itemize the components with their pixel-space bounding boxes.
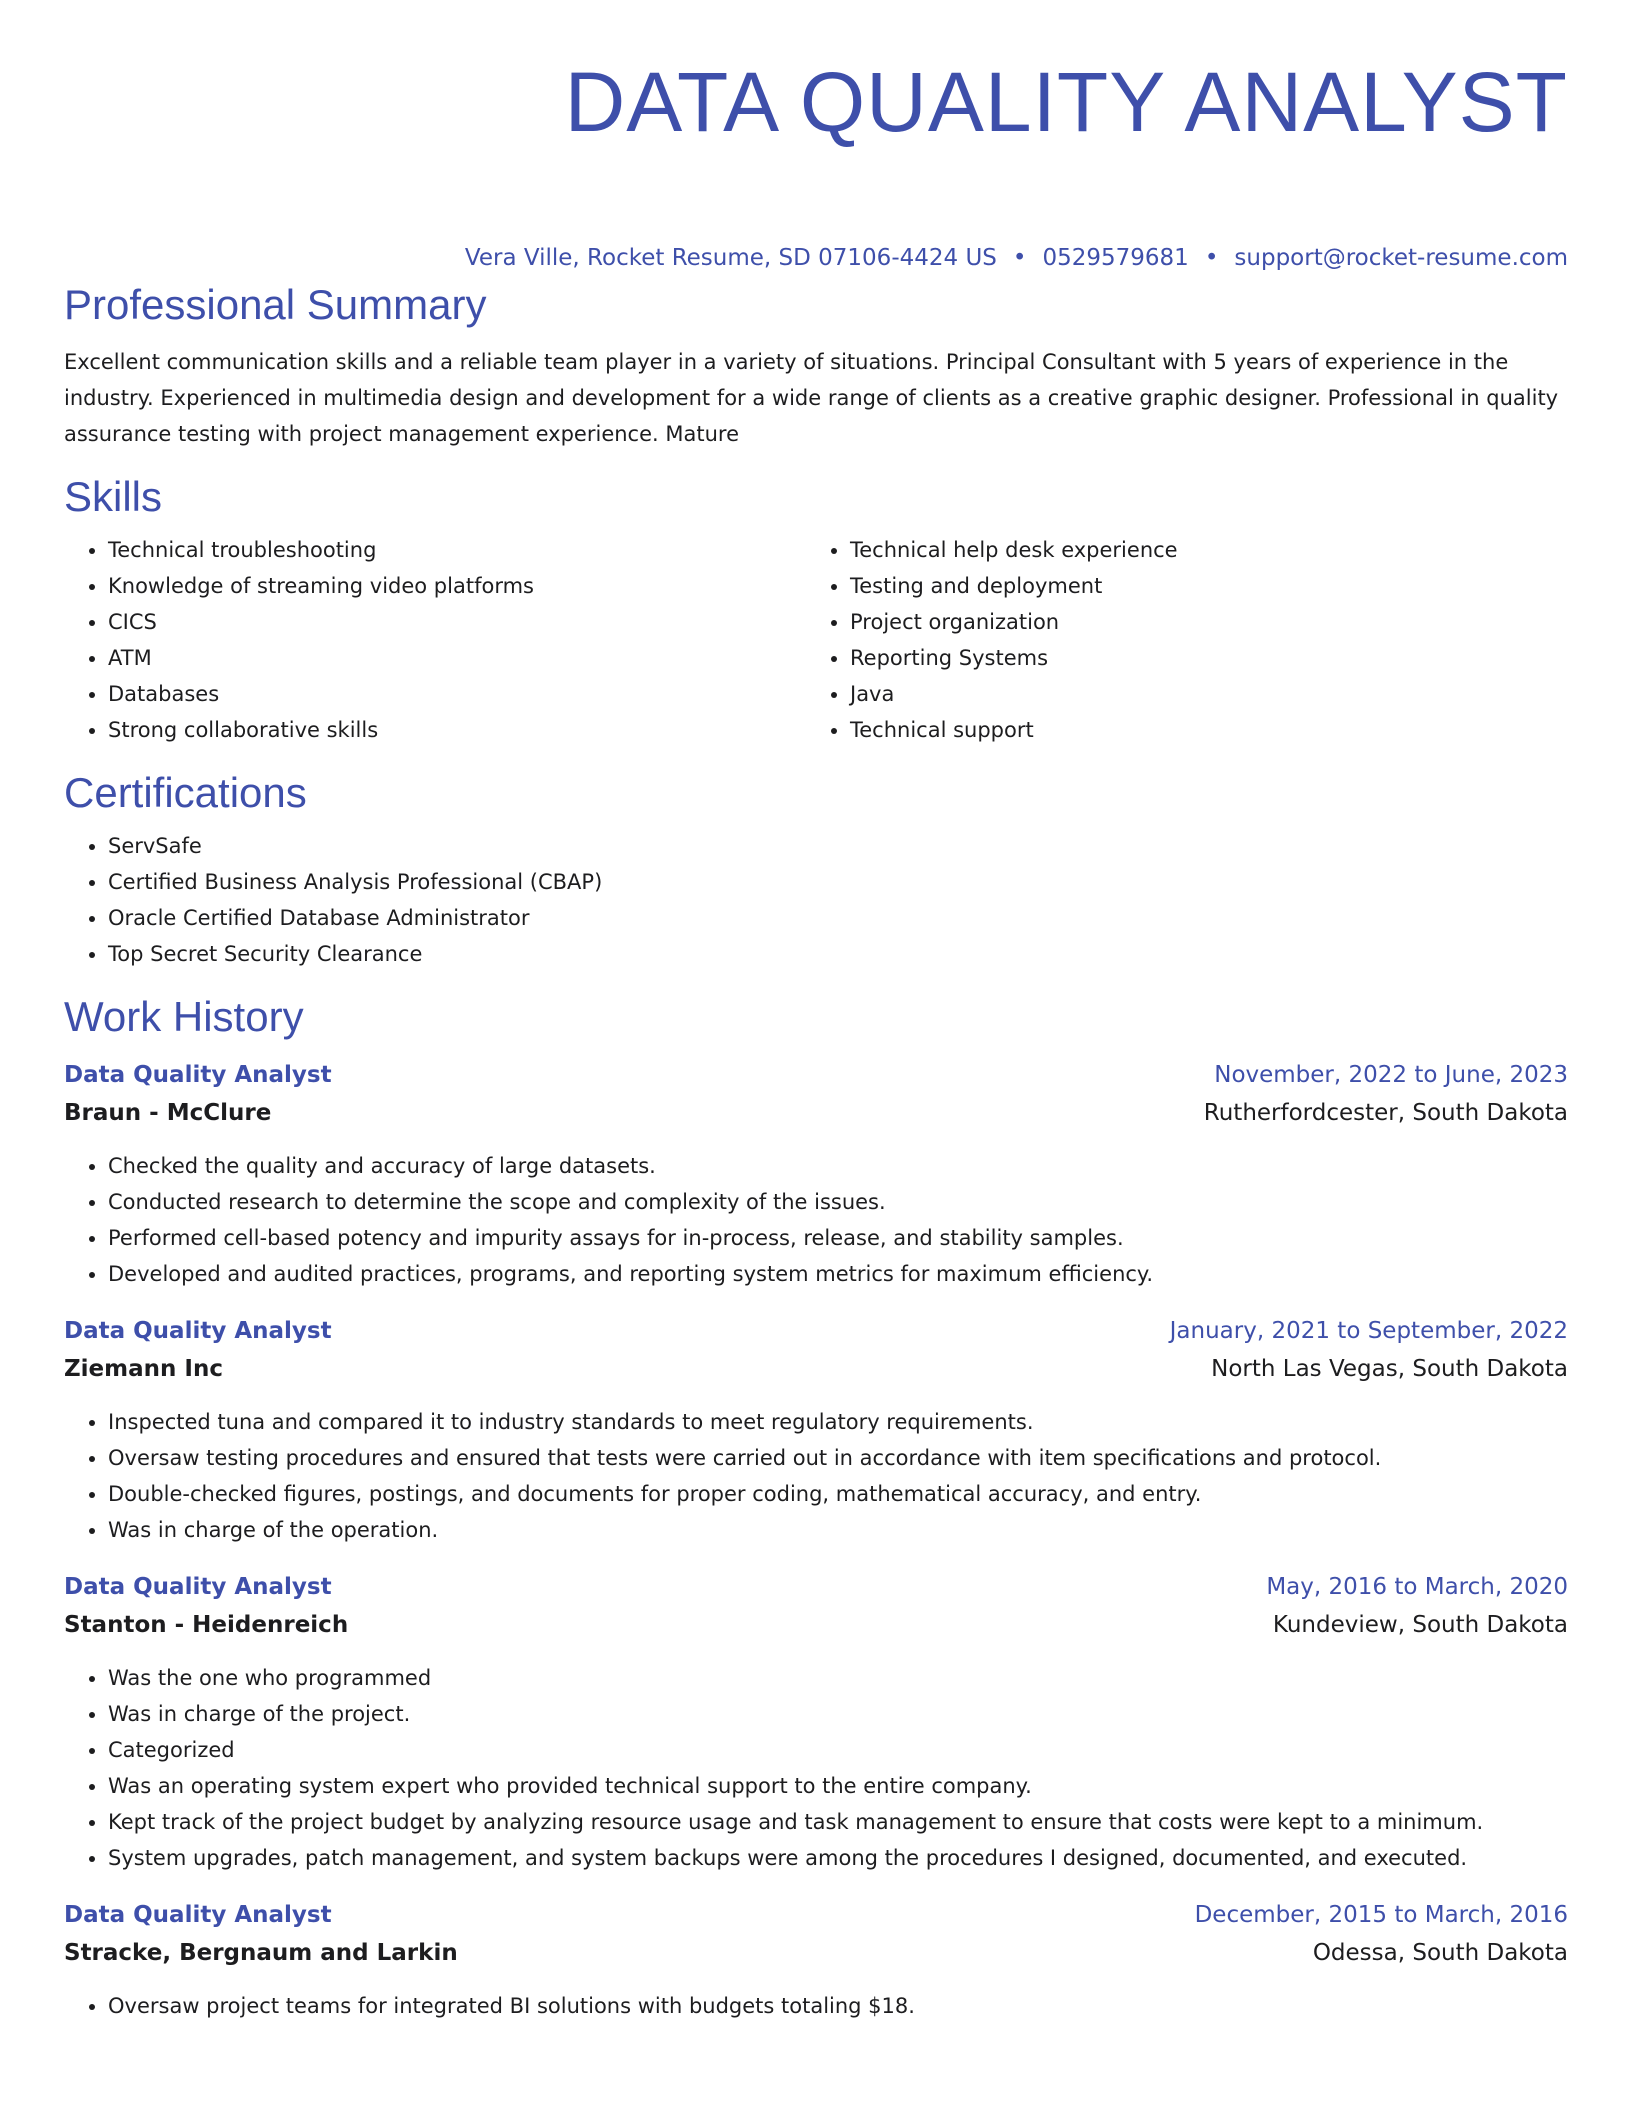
- job-entry: [64, 1056, 1568, 1292]
- job-duty-item: • Kept track of the project budget by analyzing resource usage and task management to ensure that costs were kept to a minimum.: [108, 1804, 1568, 1840]
- skills-right-list: [806, 532, 1548, 748]
- job-duty-item: • Categorized: [108, 1732, 1568, 1768]
- job-duty-item: • Oversaw project teams for integrated BI solutions with budgets totaling $18.: [108, 1988, 1568, 2024]
- skill-item: • Databases: [108, 676, 806, 712]
- resume-title: DATA QUALITY ANALYST: [564, 55, 1568, 149]
- job-header: [64, 1312, 1568, 1350]
- job-employer: Ziemann Inc: [64, 1356, 223, 1382]
- summary-text: Excellent communication skills and a reliable team player in a variety of situations. Principal Consultant with 5 years of experience in the industry. Experienced in multimedia design and development for a wide range of clients as a creative graphic designer. Professional in quality assurance testing with project management experience. Mature: [64, 350, 1559, 446]
- job-duty-item: • Checked the quality and accuracy of large datasets.: [108, 1148, 1568, 1184]
- skill-item: • Technical troubleshooting: [108, 532, 806, 568]
- job-entry: [64, 1568, 1568, 1876]
- certification-item: • Top Secret Security Clearance: [108, 936, 1568, 972]
- job-duty-item: • Was an operating system expert who provided technical support to the entire company.: [108, 1768, 1568, 1804]
- job-title: Data Quality Analyst: [64, 1902, 332, 1928]
- summary-heading: Professional Summary: [64, 281, 487, 328]
- certification-item: • Certified Business Analysis Professional (CBAP): [108, 864, 1568, 900]
- contact-line: [465, 242, 1568, 274]
- job-employer: Stanton - Heidenreich: [64, 1612, 349, 1638]
- job-title: Data Quality Analyst: [64, 1574, 332, 1600]
- job-duties-list: [64, 1148, 1568, 1292]
- skill-item: • Reporting Systems: [850, 640, 1548, 676]
- job-duty-item: • Performed cell-based potency and impurity assays for in-process, release, and stability samples.: [108, 1220, 1568, 1256]
- skill-item: • Strong collaborative skills: [108, 712, 806, 748]
- skill-item: • CICS: [108, 604, 806, 640]
- job-subheader: [64, 1094, 1568, 1132]
- job-duty-item: • Conducted research to determine the scope and complexity of the issues.: [108, 1184, 1568, 1220]
- certifications-section: [64, 768, 1568, 972]
- job-dates: May, 2016 to March, 2020: [1266, 1574, 1568, 1600]
- job-duties-list: [64, 1404, 1568, 1548]
- job-header: [64, 1568, 1568, 1606]
- job-employer: Braun - McClure: [64, 1100, 272, 1126]
- contact-address: Vera Ville, Rocket Resume, SD 07106-4424 US: [464, 245, 997, 271]
- job-employer: Stracke, Bergnaum and Larkin: [64, 1940, 458, 1966]
- certifications-heading: Certifications: [64, 769, 307, 816]
- job-subheader: [64, 1606, 1568, 1644]
- work-history-heading: Work History: [64, 993, 304, 1040]
- job-duty-item: • Oversaw testing procedures and ensured that tests were carried out in accordance with item specifications and protocol.: [108, 1440, 1568, 1476]
- contact-phone: 0529579681: [1042, 245, 1189, 271]
- job-duties-list: [64, 1660, 1568, 1876]
- contact-separator: •: [1012, 245, 1027, 271]
- job-entry: [64, 1896, 1568, 2024]
- contact-separator: •: [1204, 245, 1219, 271]
- skills-columns: [64, 532, 1568, 748]
- job-dates: December, 2015 to March, 2016: [1194, 1902, 1568, 1928]
- job-duty-item: • System upgrades, patch management, and system backups were among the procedures I designed, documented, and executed.: [108, 1840, 1568, 1876]
- certifications-list: [64, 828, 1568, 972]
- contact-email[interactable]: support@rocket-resume.com: [1234, 245, 1568, 271]
- job-title: Data Quality Analyst: [64, 1062, 332, 1088]
- job-header: [64, 1056, 1568, 1094]
- skill-item: • Project organization: [850, 604, 1548, 640]
- job-duties-list: [64, 1988, 1568, 2024]
- job-location: Rutherfordcester, South Dakota: [1203, 1100, 1568, 1126]
- job-location: Odessa, South Dakota: [1312, 1940, 1568, 1966]
- job-location: Kundeview, South Dakota: [1272, 1612, 1568, 1638]
- certification-item: • ServSafe: [108, 828, 1568, 864]
- job-dates: November, 2022 to June, 2023: [1214, 1062, 1568, 1088]
- job-duty-item: • Inspected tuna and compared it to industry standards to meet regulatory requirements.: [108, 1404, 1568, 1440]
- skills-section: [64, 472, 1568, 748]
- skill-item: • Technical support: [850, 712, 1548, 748]
- skill-item: • Java: [850, 676, 1548, 712]
- job-duty-item: • Was in charge of the operation.: [108, 1512, 1568, 1548]
- job-duty-item: • Developed and audited practices, programs, and reporting system metrics for maximum efficiency.: [108, 1256, 1568, 1292]
- job-subheader: [64, 1934, 1568, 1972]
- skill-item: • Knowledge of streaming video platforms: [108, 568, 806, 604]
- skill-item: • ATM: [108, 640, 806, 676]
- certification-item: • Oracle Certified Database Administrator: [108, 900, 1568, 936]
- skill-item: • Technical help desk experience: [850, 532, 1548, 568]
- job-subheader: [64, 1350, 1568, 1388]
- job-dates: January, 2021 to September, 2022: [1169, 1318, 1568, 1344]
- job-duty-item: • Was in charge of the project.: [108, 1696, 1568, 1732]
- skills-right-column: [806, 532, 1548, 748]
- skills-heading: Skills: [64, 473, 163, 520]
- job-duty-item: • Was the one who programmed: [108, 1660, 1568, 1696]
- job-title: Data Quality Analyst: [64, 1318, 332, 1344]
- skills-left-list: [64, 532, 806, 748]
- job-location: North Las Vegas, South Dakota: [1211, 1356, 1568, 1382]
- skill-item: • Testing and deployment: [850, 568, 1548, 604]
- skills-left-column: [64, 532, 806, 748]
- summary-section: [64, 280, 1568, 452]
- job-entry: [64, 1312, 1568, 1548]
- work-history-section: [64, 992, 1568, 2024]
- job-header: [64, 1896, 1568, 1934]
- job-duty-item: • Double-checked figures, postings, and documents for proper coding, mathematical accuracy, and entry.: [108, 1476, 1568, 1512]
